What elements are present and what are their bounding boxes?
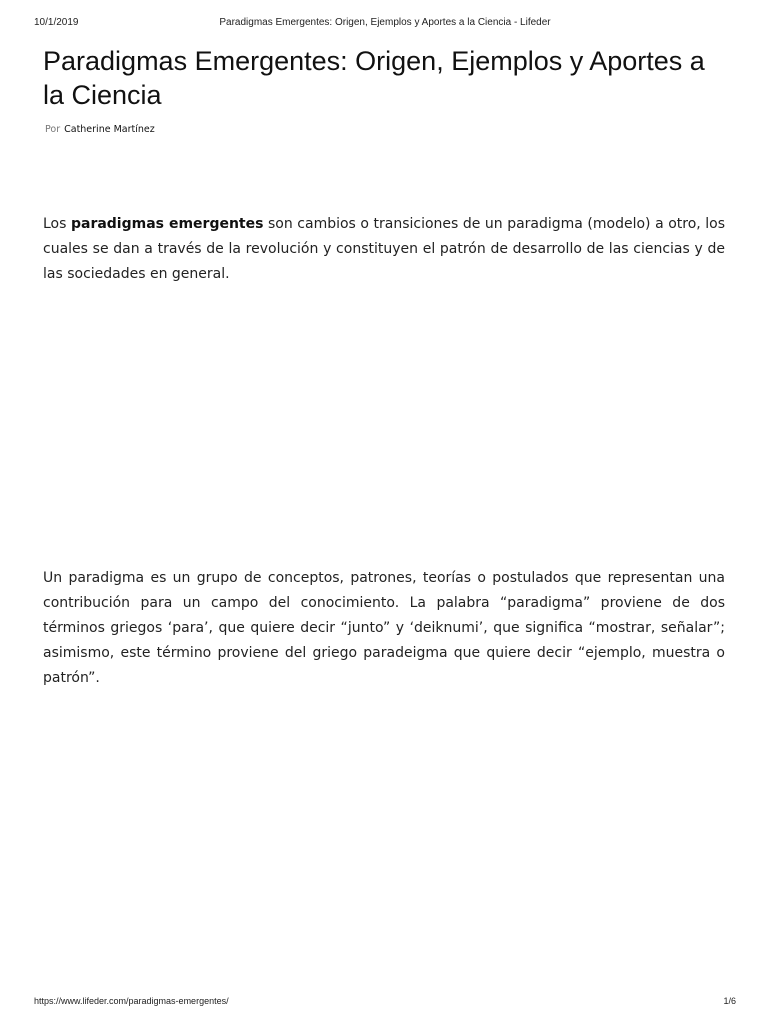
print-header-date: 10/1/2019 [34, 17, 79, 28]
byline [45, 124, 155, 135]
article-paragraph-2: Un paradigma es un grupo de conceptos, patrones, teorías o postulados que representan una contribución para un campo del conocimiento. La palabra “paradigma” proviene de dos términos griegos ‘para’, que quiere decir “junto” y ‘deiknumi’, que significa “mostrar, señalar”; asimismo, este término proviene del griego paradeigma que quiere decir “ejemplo, muestra o patrón”. [43, 570, 725, 686]
paragraph-1-lead: Los [43, 216, 71, 232]
print-footer-url: https://www.lifeder.com/paradigmas-emergentes/ [34, 996, 229, 1006]
author-link[interactable]: Catherine Martínez [64, 124, 155, 135]
print-footer [34, 996, 736, 1010]
print-header-page-title: Paradigmas Emergentes: Origen, Ejemplos y Aportes a la Ciencia - Lifeder [219, 17, 551, 28]
paragraph-1-bold-term: paradigmas emergentes [70, 216, 264, 232]
article-title: Paradigmas Emergentes: Origen, Ejemplos y Aportes a la Ciencia [43, 46, 705, 110]
print-footer-page-number: 1/6 [723, 996, 736, 1006]
byline-prefix: Por [45, 124, 61, 135]
print-header [34, 17, 736, 31]
paragraph-1-rest: son cambios o transiciones de un paradigma (modelo) a otro, los cuales se dan a través de la revolución y constituyen el patrón de desarrollo de las ciencias y de las sociedades en general. [43, 216, 726, 282]
article-paragraph-1 [43, 212, 725, 287]
